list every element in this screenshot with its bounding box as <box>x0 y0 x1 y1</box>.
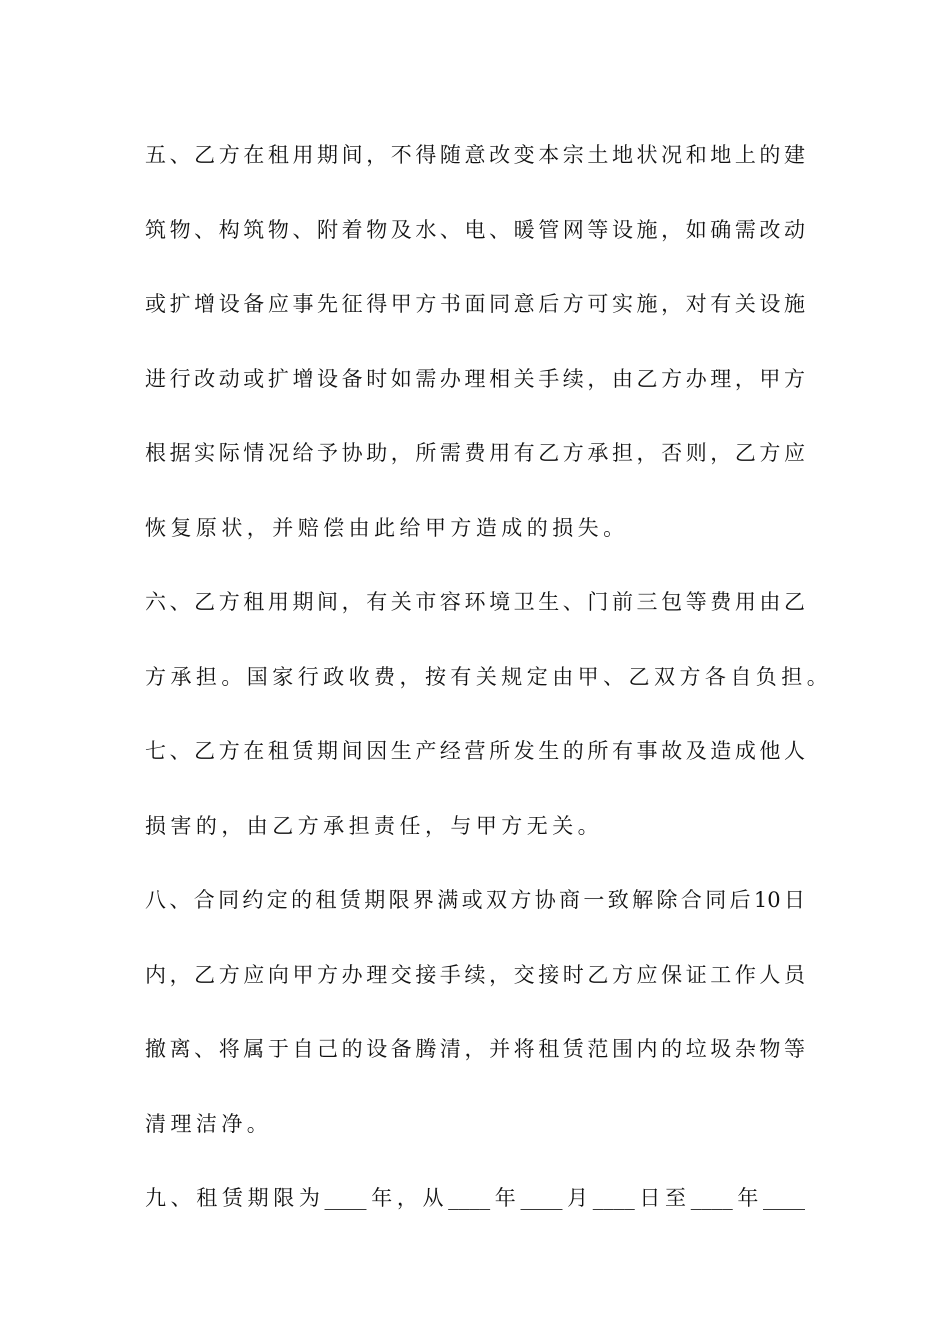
text-line: 撤离、将属于自己的设备腾清，并将租赁范围内的垃圾杂物等 <box>145 1037 805 1061</box>
text-line: 内，乙方应向甲方办理交接手续，交接时乙方应保证工作人员 <box>145 962 805 987</box>
text-line: 清理洁净。 <box>145 1111 273 1136</box>
text-line: 损害的，由乙方承担责任，与甲方无关。 <box>145 813 604 838</box>
text-line: 根据实际情况给予协助，所需费用有乙方承担，否则，乙方应 <box>145 441 805 465</box>
text-line: 或扩增设备应事先征得甲方书面同意后方可实施，对有关设施 <box>145 292 805 316</box>
text-line: 恢复原状，并赔偿由此给甲方造成的损失。 <box>145 515 629 540</box>
text-line: 八、合同约定的租赁期限界满或双方协商一致解除合同后10日 <box>145 888 805 912</box>
text-line: 进行改动或扩增设备时如需办理相关手续，由乙方办理，甲方 <box>145 366 805 391</box>
contract-body <box>145 132 833 1250</box>
text-line: 九、租赁期限为____年，从____年____月____日至____年____ <box>145 1186 805 1210</box>
text-line: 筑物、构筑物、附着物及水、电、暖管网等设施，如确需改动 <box>145 217 805 242</box>
text-line: 六、乙方租用期间，有关市容环境卫生、门前三包等费用由乙 <box>145 590 805 614</box>
text-line: 七、乙方在租赁期间因生产经营所发生的所有事故及造成他人 <box>145 739 805 763</box>
text-line: 方承担。国家行政收费，按有关规定由甲、乙双方各自负担。 <box>145 664 833 689</box>
text-line: 五、乙方在租用期间，不得随意改变本宗土地状况和地上的建 <box>145 143 805 167</box>
